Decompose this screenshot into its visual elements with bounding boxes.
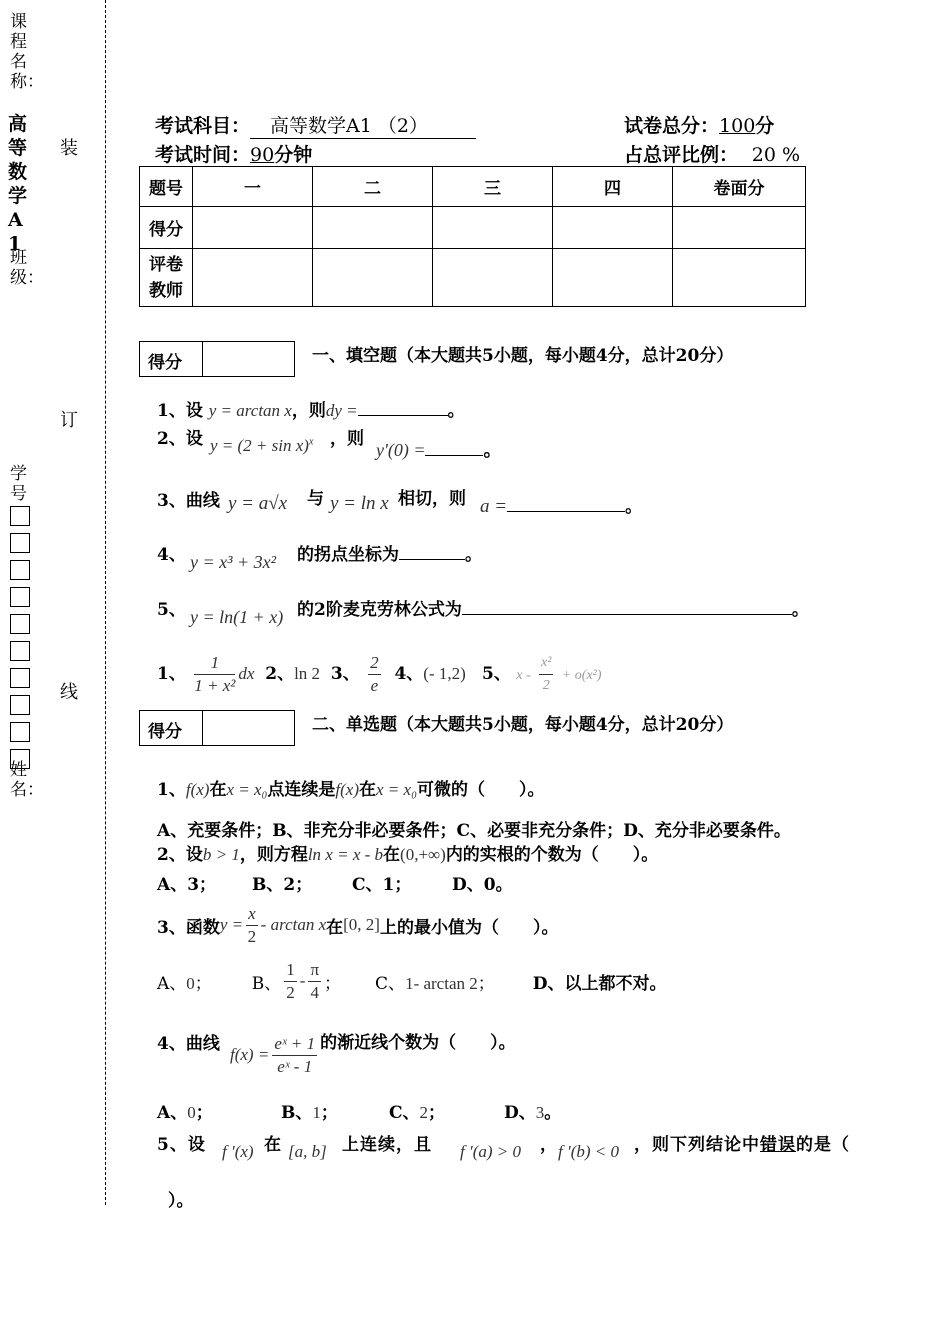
student-id-label: 学号 (10, 464, 27, 504)
grader-cell[interactable] (673, 249, 806, 307)
q-math: - arctan x (260, 915, 327, 934)
score-table (139, 166, 806, 307)
grader-row (140, 249, 806, 307)
score-box-divider (202, 711, 203, 745)
q-math: f ′(b) < 0 (558, 1142, 619, 1161)
q-text: 3、函数 (157, 917, 220, 938)
s2-q2-option-a[interactable]: A、3； (157, 875, 217, 895)
s2-q3-option-b[interactable] (252, 959, 341, 1004)
option-math: 3 (535, 1103, 545, 1122)
option-label: C、 (375, 973, 406, 994)
answer-3-fraction (368, 652, 381, 697)
s2-q5-tail (634, 1130, 850, 1155)
answer-label: 3、 (330, 664, 360, 684)
option-label: B、 (281, 1103, 313, 1123)
id-box[interactable] (10, 641, 30, 661)
grader-row-label (140, 249, 193, 307)
s2-q5-m1 (222, 1142, 254, 1162)
fraction-numerator: 1 (194, 652, 235, 675)
total-unit: 分 (755, 115, 775, 137)
s1-q3-m2 (330, 492, 389, 515)
s2-question-2 (157, 840, 658, 865)
option-sep: ； (195, 1103, 213, 1123)
id-box[interactable] (10, 506, 30, 526)
q-math: y = a√x (228, 493, 288, 514)
q-text: 。 (447, 401, 465, 421)
score-cell[interactable] (433, 207, 553, 249)
option-sep: ； (428, 1103, 446, 1123)
q-text-underlined: 错误 (760, 1135, 796, 1155)
s2-q3-option-a[interactable] (157, 969, 212, 994)
fraction-denominator: 2 (286, 982, 295, 1002)
class-label: 班级： (10, 248, 44, 288)
course-name: 高等数学A1 (8, 113, 28, 255)
ratio-label: 占总评比例： (624, 144, 739, 166)
q-math: b > 1 (202, 845, 240, 864)
q3-fraction (246, 903, 258, 948)
s2-question-4-prefix: 4、曲线 (157, 1034, 220, 1054)
q-math-exp: x (308, 436, 314, 448)
option-math: 0 (187, 1103, 196, 1122)
q-math: ln x = x - b (307, 845, 384, 864)
answer-math: dx (238, 664, 255, 683)
q-math: f ′(a) > 0 (460, 1142, 521, 1161)
score-table-header: 一 (193, 167, 313, 207)
score-row-label: 得分 (140, 207, 193, 249)
answer-label: 4、 (394, 664, 424, 684)
q-text: 可微的（ ）。 (417, 780, 545, 800)
answer-blank[interactable] (507, 511, 625, 512)
option-label: B、 (251, 973, 282, 994)
q-math: dy = (325, 401, 358, 420)
time-line (155, 140, 312, 167)
q-text: 5、设 (157, 1135, 206, 1155)
answer-math: + o(x²) (561, 668, 602, 683)
q-math: x = x₀ (376, 780, 417, 799)
s2-question-4 (230, 1030, 516, 1080)
grader-cell[interactable] (313, 249, 433, 307)
s2-question-5 (157, 1130, 206, 1155)
q-math: [0, 2] (343, 915, 380, 934)
s2-q2-option-c[interactable]: C、1； (352, 875, 412, 895)
q-math: y = ln x (330, 493, 389, 514)
q-text: ，则 (291, 401, 326, 421)
subject-label: 考试科目： (155, 115, 251, 137)
fraction-denominator: 2 (247, 926, 257, 946)
fraction-denominator: 2 (542, 678, 550, 693)
binding-dashed-line (105, 0, 106, 1205)
answer-math: ln 2 (294, 664, 321, 683)
s2-q5-m2 (288, 1142, 327, 1162)
q-text: 2、设 (157, 429, 203, 449)
s2-q5-t1: 在 (264, 1135, 281, 1155)
score-table-header: 三 (433, 167, 553, 207)
s1-q3-m1 (228, 492, 287, 515)
fraction-numerator: eˣ + 1 (272, 1033, 317, 1056)
answer-label: 1、 (157, 664, 186, 684)
score-table-header: 题号 (140, 167, 193, 207)
fraction-numerator: 1 (284, 959, 297, 982)
q-text: 1、 (157, 780, 186, 800)
score-table-header: 四 (553, 167, 673, 207)
q-math: (0,+∞) (400, 845, 446, 864)
subject-value: 高等数学A1 （2） (250, 111, 476, 139)
s2-q4-option-a[interactable] (157, 1098, 213, 1123)
answer-label: 5、 (481, 664, 511, 684)
answer-1-fraction (194, 652, 235, 697)
option-label: C、 (389, 1103, 420, 1123)
answer-blank[interactable] (399, 559, 465, 560)
q-text: 上的最小值为（ ）。 (379, 917, 559, 938)
id-box[interactable] (10, 668, 30, 688)
fraction-denominator: eˣ - 1 (277, 1056, 313, 1076)
s2-question-3 (157, 900, 558, 950)
q4-fraction (272, 1033, 317, 1078)
grader-cell[interactable] (193, 249, 313, 307)
answer-blank[interactable] (358, 415, 448, 416)
s1-q2-mid: ，则 (330, 429, 364, 449)
score-cell[interactable] (673, 207, 806, 249)
total-line (624, 111, 774, 138)
s2-q2-option-d[interactable]: D、0。 (452, 875, 513, 895)
id-box[interactable] (10, 560, 30, 580)
option-sep: ； (320, 1103, 338, 1123)
q-text: 点连续是 (267, 780, 336, 800)
s2-q3-options (157, 956, 667, 1006)
answer-blank[interactable] (462, 614, 792, 615)
s2-q5-t3: ， (540, 1135, 557, 1155)
name-label: 姓名： (10, 760, 44, 800)
answer-blank[interactable] (425, 455, 483, 456)
q-math: y = x³ + 3x² (190, 552, 277, 572)
s1-question-4: 4、 (157, 545, 186, 565)
option-sep: 。 (544, 1103, 562, 1123)
student-id-boxes[interactable] (10, 506, 30, 776)
option-sep: ； (194, 973, 212, 994)
fraction-numerator: π (308, 959, 321, 982)
score-box-divider (202, 342, 203, 376)
s1-q3-mid2: 相切，则 (398, 489, 466, 509)
s2-q4-option-c[interactable] (389, 1098, 445, 1123)
s1-q5-math (190, 607, 283, 628)
option-math: - (299, 971, 306, 990)
q-text: 1、设 (157, 401, 203, 421)
s1-question-3: 3、曲线 (157, 491, 220, 511)
fraction-denominator: 4 (310, 982, 319, 1002)
section2-score-box[interactable] (139, 710, 295, 746)
option-math: 0 (186, 973, 195, 993)
s1-question-5: 5、 (157, 600, 186, 620)
grader-cell[interactable] (433, 249, 553, 307)
time-label: 考试时间： (155, 144, 251, 166)
q-math: y = ln(1 + x) (190, 607, 284, 627)
s1-q2-math (210, 436, 313, 456)
q-text: 在 (326, 917, 344, 938)
q-math: f(x) = (230, 1045, 270, 1064)
fraction-numerator: x (246, 903, 258, 926)
id-box[interactable] (10, 587, 30, 607)
answer-5-fraction (539, 652, 553, 697)
q-math: a = (480, 496, 508, 517)
s2-q5-t2: 上连续，且 (342, 1135, 432, 1155)
s2-q1-options[interactable]: A、充要条件；B、非充分非必要条件；C、必要非充分条件；D、充分非必要条件。 (157, 821, 791, 841)
section1-score-box[interactable] (139, 341, 295, 377)
binding-xian: 线 (60, 682, 78, 703)
id-box[interactable] (10, 533, 30, 553)
id-box[interactable] (10, 695, 30, 715)
subject-line (155, 111, 476, 139)
s1-question-1 (157, 396, 465, 421)
answer-label: 2、 (265, 664, 295, 684)
s2-q5-continuation: ）。 (168, 1191, 194, 1211)
s1-q5-text (297, 595, 809, 620)
q-text: 内的实根的个数为（ ）。 (445, 845, 659, 865)
q-text: ，则下列结论中 (634, 1135, 760, 1155)
s2-q3-option-d[interactable]: D、以上都不对。 (532, 973, 667, 994)
option-sep: ； (324, 973, 342, 994)
ratio-value: 20 % (738, 144, 800, 167)
s2-q4-option-d[interactable] (504, 1098, 561, 1123)
section1-title: 一、填空题（本大题共5小题，每小题4分，总计20分） (312, 346, 734, 366)
fraction-numerator: x² (539, 652, 553, 675)
q-text: 。 (465, 545, 482, 565)
q-text: 的是（ (796, 1135, 850, 1155)
time-unit: 分钟 (274, 144, 313, 166)
option-math: 1 (312, 1103, 321, 1122)
option-fraction (284, 959, 297, 1004)
s2-q5-m3 (460, 1142, 521, 1162)
section1-score-label: 得分 (148, 353, 182, 373)
option-sep: ； (477, 973, 495, 994)
q-math: y = (219, 915, 244, 934)
section2-score-label: 得分 (148, 722, 182, 742)
score-table-header-row (140, 167, 806, 207)
grader-cell[interactable] (553, 249, 673, 307)
s2-q3-option-c[interactable] (375, 969, 495, 994)
q-text: 2、设 (157, 845, 203, 865)
total-value: 100 (719, 115, 756, 137)
score-cell[interactable] (313, 207, 433, 249)
time-value: 90 (250, 144, 275, 166)
q-math: y'(0) = (376, 440, 426, 460)
q-text: ，则方程 (239, 845, 308, 865)
q-math: f(x) (335, 780, 360, 799)
q-math: x = x₀ (226, 780, 268, 799)
score-cell[interactable] (553, 207, 673, 249)
id-box[interactable] (10, 614, 30, 634)
option-label: D、 (504, 1103, 536, 1123)
s1-question-2 (157, 424, 203, 449)
q-text: 的渐近线个数为（ ）。 (320, 1033, 516, 1053)
q-math: [a, b] (288, 1142, 327, 1161)
q-text: 。 (625, 497, 643, 517)
s2-question-1 (157, 775, 545, 800)
id-box[interactable] (10, 722, 30, 742)
q-math: y = arctan x (208, 401, 292, 420)
option-fraction (308, 959, 321, 1004)
score-table-header: 二 (313, 167, 433, 207)
binding-zhuang: 装 (60, 138, 78, 159)
score-cell[interactable] (193, 207, 313, 249)
score-table-header: 卷面分 (673, 167, 806, 207)
answer-math: x - (516, 668, 531, 683)
option-label: A、 (157, 1103, 188, 1123)
option-math: 2 (419, 1103, 429, 1122)
q-math: f ′(x) (222, 1142, 254, 1161)
s1-q3-m3 (480, 492, 642, 518)
s1-q2-rhs (376, 436, 501, 462)
s1-q4-math (190, 552, 276, 573)
s1-q4-text (297, 540, 482, 565)
q-text: 。 (483, 440, 502, 461)
option-math: 1- arctan 2 (405, 973, 478, 993)
q-math: f(x) (185, 780, 210, 799)
course-label: 课程名称： (10, 12, 44, 92)
option-label: A、 (157, 973, 187, 994)
ratio-line (624, 140, 800, 167)
q-text: 的拐点坐标为 (297, 545, 399, 565)
fraction-denominator: e (370, 676, 379, 695)
q-text: 。 (791, 600, 809, 620)
total-label: 试卷总分： (624, 115, 720, 137)
q-text: 的2阶麦克劳林公式为 (297, 600, 462, 620)
s2-q4-option-b[interactable] (281, 1098, 338, 1123)
q-text: 在 (359, 780, 377, 800)
grader-label-1: 评卷 (149, 254, 183, 275)
fraction-denominator: 1 + x² (194, 676, 236, 695)
score-row (140, 207, 806, 249)
s2-q5-m4 (558, 1142, 619, 1162)
fraction-numerator: 2 (368, 652, 381, 675)
s1-q3-mid: 与 (307, 489, 324, 509)
section2-title: 二、单选题（本大题共5小题，每小题4分，总计20分） (312, 715, 734, 735)
grader-label-2: 教师 (149, 280, 183, 301)
s2-q2-option-b[interactable]: B、2； (252, 875, 313, 895)
binding-ding: 订 (60, 410, 78, 431)
q-text: 在 (383, 845, 401, 865)
answer-math: (- 1,2) (423, 664, 466, 683)
q-math: y = (2 + sin x) (210, 436, 309, 455)
q-text: 在 (209, 780, 227, 800)
section1-answer-key (157, 652, 602, 697)
